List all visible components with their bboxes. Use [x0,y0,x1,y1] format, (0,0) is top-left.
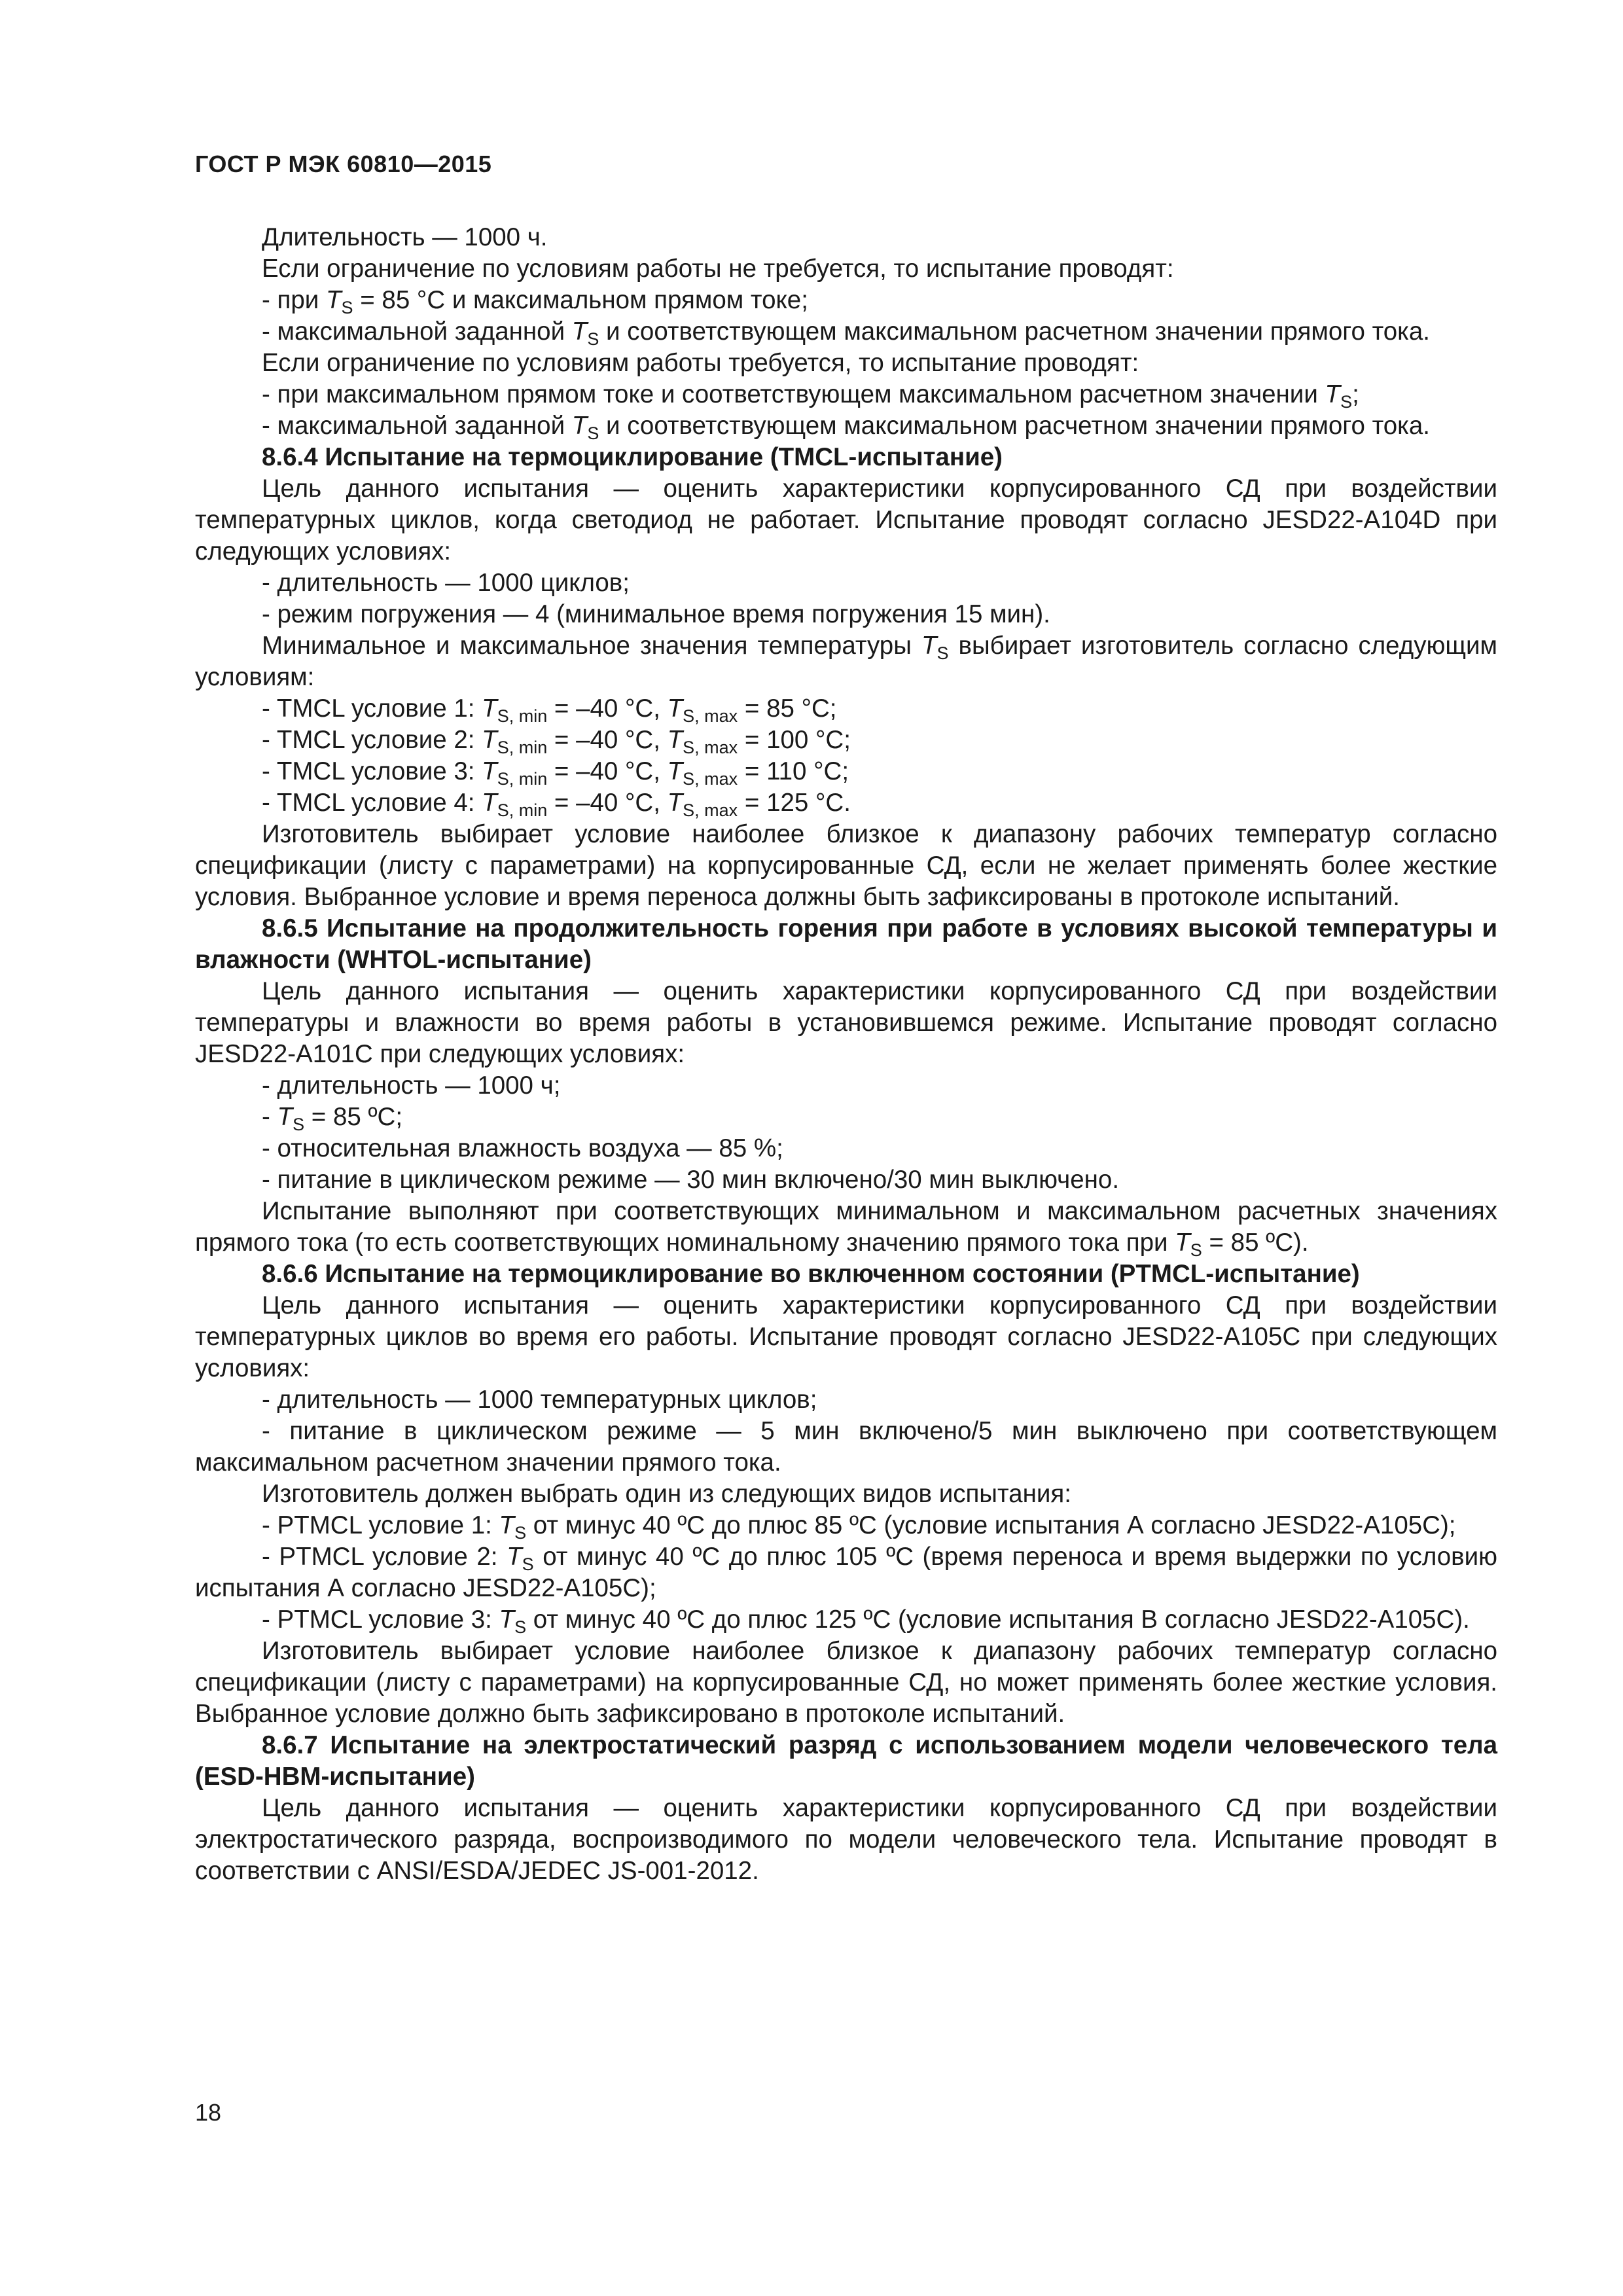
list-item: - TMCL условие 1: $T_{S, min} = -40$ °С, $T_{S, max} = 85$ °С; [262,694,837,726]
section-heading-8-6-5: 8.6.5 Испытание на продолжительность горения при работе в условиях высокой температуры и влажности (WHTOL-испытание) [195,914,1497,974]
paragraph: Минимальное и максимальное значения температуры $T_S$ выбирает изготовитель согласно следующим условиям: [195,632,1497,691]
page-header-standard-title: ГОСТ Р МЭК 60810—2015 [195,151,492,177]
paragraph: Длительность — 1000 ч. [262,223,548,251]
list-item: - PTMCL условие 2: $T_S$ от минус 40 ºС до плюс 105 ºС (время переноса и время выдержки по условию испытания А согласно JESD22-A105C); [195,1543,1497,1602]
list-item: - при максимальном прямом токе и соответствующем максимальном расчетном значении $T_S$; [262,380,1359,412]
list-item: - $T_S = 85$ ºС; [262,1103,403,1134]
list-item: - PTMCL условие 3: $T_S$ от минус 40 ºС до плюс 125 ºС (условие испытания В согласно JESD22-A105C). [262,1605,1470,1637]
paragraph: Цель данного испытания — оценить характеристики корпусированного СД при воздействии температуры и влажности во время работы в установившемся режиме. Испытание проводят согласно JESD22-A101C при следующих условиях: [195,977,1497,1068]
section-heading-8-6-7: 8.6.7 Испытание на электростатический разряд с использованием модели человеческого тела (ESD-HBM-испытание) [195,1731,1497,1791]
list-item: - TMCL условие 3: $T_{S, min} = -40$ °С, $T_{S, max} = 110$ °С; [262,757,849,789]
list-item: - режим погружения — 4 (минимальное время погружения 15 мин). [262,600,1050,628]
list-item: - PTMCL условие 1: $T_S$ от минус 40 ºС до плюс 85 ºС (условие испытания А согласно JESD22-A105C); [262,1511,1456,1543]
paragraph: Если ограничение по условиям работы требуется, то испытание проводят: [262,349,1139,377]
paragraph: Цель данного испытания — оценить характеристики корпусированного СД при воздействии температурных циклов во время его работы. Испытание проводят согласно JESD22-A105C при следующих условиях: [195,1291,1497,1382]
section-heading-8-6-4: 8.6.4 Испытание на термоциклирование (TMCL-испытание) [262,443,1003,471]
list-item: - при $T_S = 85$ °С и максимальном прямом токе; [262,286,808,317]
list-item: - длительность — 1000 температурных циклов; [262,1386,817,1414]
list-item: - TMCL условие 4: $T_{S, min} = -40$ °С, $T_{S, max} = 125$ °С. [262,789,851,820]
list-item: - TMCL условие 2: $T_{S, min} = -40$ °С, $T_{S, max} = 100$ °С; [262,726,851,757]
list-item: - длительность — 1000 циклов; [262,569,630,597]
paragraph: Цель данного испытания — оценить характеристики корпусированного СД при воздействии температурных циклов, когда светодиод не работает. Испытание проводят согласно JESD22-A104D при следующих условиях: [195,475,1497,565]
document-body [195,222,1497,1887]
section-heading-8-6-6: 8.6.6 Испытание на термоциклирование во включенном состоянии (PTMCL-испытание) [262,1260,1360,1288]
paragraph: Изготовитель должен выбрать один из следующих видов испытания: [262,1480,1071,1508]
page-number: 18 [195,2099,222,2126]
list-item: - максимальной заданной $T_S$ и соответствующем максимальном расчетном значении прямого тока. [262,412,1430,443]
paragraph: Испытание выполняют при соответствующих минимальном и максимальном расчетных значениях прямого тока (то есть соответствующих номинальному значению прямого тока при $T_S = 85$ ºС). [195,1197,1497,1260]
paragraph: Изготовитель выбирает условие наиболее близкое к диапазону рабочих температур согласно спецификации (листу с параметрами) на корпусированные СД, если не желает применять более жесткие условия. Выбранное условие и время переноса должны быть зафиксированы в протоколе испытаний. [195,820,1497,911]
list-item: - относительная влажность воздуха — 85 %; [262,1134,783,1162]
list-item: - питание в циклическом режиме — 30 мин включено/30 мин выключено. [262,1166,1120,1194]
paragraph: Изготовитель выбирает условие наиболее близкое к диапазону рабочих температур согласно спецификации (листу с параметрами) на корпусированные СД, но может применять более жесткие условия. Выбранное условие должно быть зафиксировано в протоколе испытаний. [195,1637,1497,1728]
list-item: - питание в циклическом режиме — 5 мин включено/5 мин выключено при соответствующем максимальном расчетном значении прямого тока. [195,1417,1497,1477]
list-item: - длительность — 1000 ч; [262,1071,561,1100]
paragraph: Цель данного испытания — оценить характеристики корпусированного СД при воздействии электростатического разряда, воспроизводимого по модели человеческого тела. Испытание проводят в соответствии с ANSI/ESDA/JEDEC JS-001-2012. [195,1794,1497,1885]
list-item: - максимальной заданной $T_S$ и соответствующем максимальном расчетном значении прямого тока. [262,317,1430,349]
paragraph: Если ограничение по условиям работы не требуется, то испытание проводят: [262,255,1174,283]
